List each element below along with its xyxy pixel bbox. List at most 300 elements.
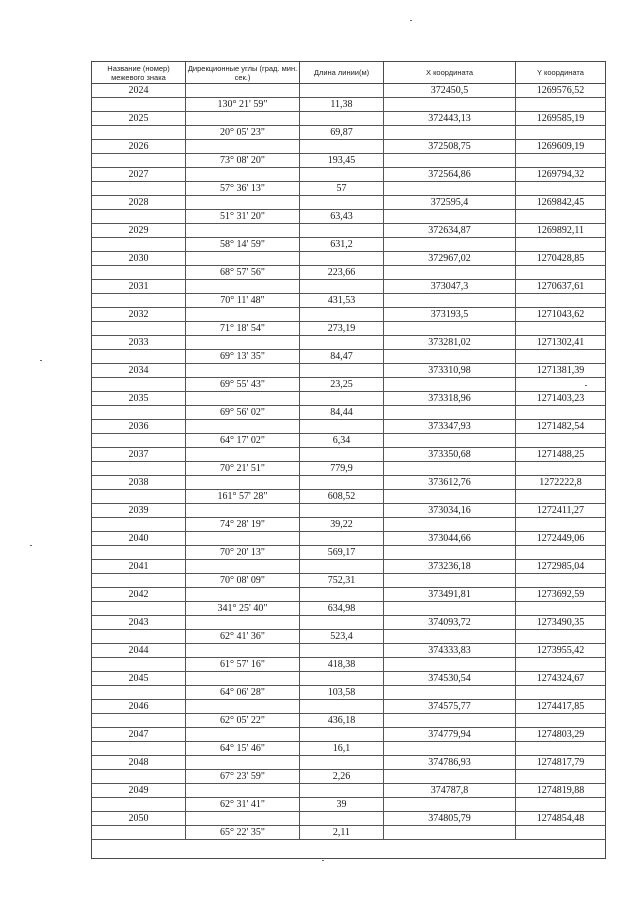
- cell-x: [384, 518, 516, 531]
- cell-length: 6,34: [300, 434, 384, 447]
- cell-mark-name: 2032: [92, 308, 186, 321]
- cell-mark-name: 2043: [92, 616, 186, 629]
- cell-x: 372450,5: [384, 84, 516, 97]
- cell-y: 1271302,41: [536, 337, 585, 348]
- cell-x: [384, 126, 516, 139]
- cell-angle: 58° 14' 59": [186, 238, 300, 251]
- cell-angle: 62° 05' 22": [186, 714, 300, 727]
- table-body: [92, 84, 605, 858]
- cell-angle: 341° 25' 40": [186, 602, 300, 615]
- cell-y: 1269892,11: [536, 225, 585, 236]
- cell-y: 1271488,25: [536, 449, 585, 460]
- cell-y: [516, 266, 605, 279]
- cell-y: 1269842,45: [536, 197, 585, 208]
- cell-x: 373047,3: [384, 280, 516, 293]
- cell-mark-name: [92, 126, 186, 139]
- cell-angle: [186, 364, 300, 377]
- table-row-segment: [92, 826, 605, 840]
- cell-y: 1270428,85: [536, 253, 585, 264]
- table-row-segment: [92, 574, 605, 588]
- cell-mark-name: 2034: [92, 364, 186, 377]
- cell-y: [516, 98, 605, 111]
- cell-length: [300, 280, 384, 293]
- table-row-mark: [92, 336, 605, 350]
- table-row-mark: [92, 504, 605, 518]
- cell-length: 193,45: [300, 154, 384, 167]
- cell-angle: [186, 476, 300, 489]
- cell-x: [384, 210, 516, 223]
- cell-length: 608,52: [300, 490, 384, 503]
- cell-y: 1274817,79: [536, 757, 585, 768]
- cell-y: [516, 126, 605, 139]
- cell-x: 372595,4: [384, 196, 516, 209]
- cell-angle: [186, 784, 300, 797]
- cell-mark-name: [92, 154, 186, 167]
- table-row-mark: [92, 140, 605, 154]
- cell-mark-name: [92, 462, 186, 475]
- cell-length: [300, 84, 384, 97]
- cell-x: [384, 322, 516, 335]
- table-row-segment: [92, 350, 605, 364]
- cell-angle: 65° 22' 35": [186, 826, 300, 839]
- cell-length: [300, 420, 384, 433]
- cell-y: [516, 546, 605, 559]
- cell-x: 374786,93: [384, 756, 516, 769]
- header-mark-name: Название (номер) межевого знака: [92, 62, 186, 83]
- cell-mark-name: [92, 322, 186, 335]
- cell-x: 374779,94: [384, 728, 516, 741]
- cell-angle: [186, 616, 300, 629]
- cell-x: 373034,16: [384, 504, 516, 517]
- cell-mark-name: [92, 714, 186, 727]
- table-row-mark: [92, 84, 605, 98]
- cell-mark-name: [92, 294, 186, 307]
- cell-length: [300, 588, 384, 601]
- table-row-segment: [92, 714, 605, 728]
- cell-x: 374093,72: [384, 616, 516, 629]
- cell-y: 1271482,54: [536, 421, 585, 432]
- cell-x: 372967,02: [384, 252, 516, 265]
- cell-angle: 64° 17' 02": [186, 434, 300, 447]
- cell-x: 373612,76: [384, 476, 516, 489]
- cell-length: [300, 560, 384, 573]
- cell-angle: [186, 756, 300, 769]
- cell-length: [300, 504, 384, 517]
- cell-y: [516, 770, 605, 783]
- cell-angle: 70° 20' 13": [186, 546, 300, 559]
- cell-y: [516, 686, 605, 699]
- cell-x: 373193,5: [384, 308, 516, 321]
- cell-length: [300, 336, 384, 349]
- cell-y: 1274819,88: [536, 785, 585, 796]
- cell-x: 373310,98: [384, 364, 516, 377]
- cell-length: [300, 252, 384, 265]
- cell-y: 1274417,85: [536, 701, 585, 712]
- table-row-segment: [92, 378, 605, 392]
- cell-angle: 64° 06' 28": [186, 686, 300, 699]
- cell-angle: [186, 812, 300, 825]
- table-row-segment: [92, 98, 605, 112]
- table-row-segment: [92, 602, 605, 616]
- table-row-segment: [92, 294, 605, 308]
- cell-angle: 69° 55' 43": [186, 378, 300, 391]
- cell-length: 752,31: [300, 574, 384, 587]
- table-row-segment: [92, 742, 605, 756]
- cell-y: [516, 826, 605, 839]
- table-row-mark: [92, 280, 605, 294]
- cell-length: [300, 364, 384, 377]
- cell-angle: 161° 57' 28": [186, 490, 300, 503]
- cell-length: 39: [300, 798, 384, 811]
- cell-length: [300, 196, 384, 209]
- table-header: [92, 62, 605, 84]
- cell-y: [516, 322, 605, 335]
- cell-length: [300, 756, 384, 769]
- cell-angle: [186, 224, 300, 237]
- cell-y: 1271043,62: [536, 309, 585, 320]
- cell-length: [300, 168, 384, 181]
- cell-mark-name: [92, 742, 186, 755]
- cell-mark-name: [92, 350, 186, 363]
- cell-x: [384, 266, 516, 279]
- cell-angle: [186, 392, 300, 405]
- cell-mark-name: 2040: [92, 532, 186, 545]
- cell-x: 374575,77: [384, 700, 516, 713]
- table-row-segment: [92, 154, 605, 168]
- cell-x: [384, 686, 516, 699]
- cell-angle: 74° 28' 19": [186, 518, 300, 531]
- cell-mark-name: 2039: [92, 504, 186, 517]
- cell-length: [300, 700, 384, 713]
- cell-x: 372508,75: [384, 140, 516, 153]
- cell-angle: 62° 41' 36": [186, 630, 300, 643]
- cell-length: 431,53: [300, 294, 384, 307]
- cell-length: 273,19: [300, 322, 384, 335]
- table-row-mark: [92, 196, 605, 210]
- cell-x: [384, 798, 516, 811]
- cell-y: 1272411,27: [536, 505, 585, 516]
- cell-length: 2,26: [300, 770, 384, 783]
- cell-x: [384, 406, 516, 419]
- cell-mark-name: 2041: [92, 560, 186, 573]
- cell-length: 223,66: [300, 266, 384, 279]
- cell-angle: [186, 504, 300, 517]
- cell-angle: [186, 532, 300, 545]
- cell-y: [516, 406, 605, 419]
- cell-length: [300, 644, 384, 657]
- table-row-segment: [92, 546, 605, 560]
- cell-angle: 130° 21' 59": [186, 98, 300, 111]
- cell-y: 1274803,29: [536, 729, 585, 740]
- cell-x: [384, 294, 516, 307]
- table-row-segment: [92, 238, 605, 252]
- cell-y: 1272449,06: [536, 533, 585, 544]
- cell-angle: 62° 31' 41": [186, 798, 300, 811]
- cell-y: 1273692,59: [536, 589, 585, 600]
- cell-mark-name: 2048: [92, 756, 186, 769]
- cell-angle: [186, 196, 300, 209]
- cell-mark-name: 2027: [92, 168, 186, 181]
- cell-angle: [186, 84, 300, 97]
- table-row-mark: [92, 728, 605, 742]
- header-x-coordinate: X координата: [384, 62, 516, 83]
- cell-mark-name: [92, 434, 186, 447]
- table-row-segment: [92, 798, 605, 812]
- cell-mark-name: 2042: [92, 588, 186, 601]
- scan-speck: [40, 360, 42, 361]
- cell-length: 11,38: [300, 98, 384, 111]
- cell-length: [300, 308, 384, 321]
- cell-x: [384, 658, 516, 671]
- cell-x: 374805,79: [384, 812, 516, 825]
- cell-length: 84,47: [300, 350, 384, 363]
- cell-angle: [186, 700, 300, 713]
- cell-y: [516, 294, 605, 307]
- table-row-mark: [92, 476, 605, 490]
- cell-length: 57: [300, 182, 384, 195]
- cell-angle: [186, 672, 300, 685]
- cell-angle: [186, 644, 300, 657]
- cell-x: 373350,68: [384, 448, 516, 461]
- cell-angle: [186, 252, 300, 265]
- cell-mark-name: 2044: [92, 644, 186, 657]
- table-row-segment: [92, 434, 605, 448]
- cell-mark-name: [92, 210, 186, 223]
- cell-mark-name: [92, 182, 186, 195]
- cell-x: [384, 434, 516, 447]
- cell-length: 103,58: [300, 686, 384, 699]
- cell-x: [384, 602, 516, 615]
- table-row-segment: [92, 490, 605, 504]
- table-row-mark: [92, 756, 605, 770]
- cell-y: 1269609,19: [536, 141, 585, 152]
- cell-length: 63,43: [300, 210, 384, 223]
- cell-x: [384, 546, 516, 559]
- table-row-segment: [92, 266, 605, 280]
- cell-mark-name: [92, 826, 186, 839]
- cell-x: [384, 630, 516, 643]
- cell-mark-name: 2025: [92, 112, 186, 125]
- cell-y: 1271403,23: [536, 393, 585, 404]
- cell-length: [300, 112, 384, 125]
- table-row-mark: [92, 392, 605, 406]
- cell-x: [384, 462, 516, 475]
- cell-x: 374787,8: [384, 784, 516, 797]
- cell-length: 418,38: [300, 658, 384, 671]
- table-row-segment: [92, 686, 605, 700]
- cell-x: [384, 154, 516, 167]
- cell-angle: 73° 08' 20": [186, 154, 300, 167]
- cell-mark-name: 2050: [92, 812, 186, 825]
- cell-angle: 70° 21' 51": [186, 462, 300, 475]
- cell-mark-name: 2036: [92, 420, 186, 433]
- cell-mark-name: [92, 630, 186, 643]
- table-row-mark: [92, 644, 605, 658]
- cell-mark-name: 2037: [92, 448, 186, 461]
- cell-length: 569,17: [300, 546, 384, 559]
- cell-angle: 51° 31' 20": [186, 210, 300, 223]
- cell-angle: [186, 168, 300, 181]
- cell-y: [516, 154, 605, 167]
- cell-length: [300, 140, 384, 153]
- cell-mark-name: [92, 490, 186, 503]
- cell-angle: [186, 140, 300, 153]
- cell-y: [516, 658, 605, 671]
- cell-angle: [186, 448, 300, 461]
- table-row-mark: [92, 420, 605, 434]
- table-row-segment: [92, 630, 605, 644]
- cell-x: 374333,83: [384, 644, 516, 657]
- cell-length: [300, 532, 384, 545]
- cell-length: [300, 392, 384, 405]
- cell-length: 16,1: [300, 742, 384, 755]
- table-row-mark: [92, 672, 605, 686]
- cell-y: 1271381,39: [536, 365, 585, 376]
- cell-mark-name: 2029: [92, 224, 186, 237]
- table-row-segment: [92, 770, 605, 784]
- cell-angle: 61° 57' 16": [186, 658, 300, 671]
- cell-length: 523,4: [300, 630, 384, 643]
- cell-x: 373491,81: [384, 588, 516, 601]
- cell-y: [516, 350, 605, 363]
- cell-mark-name: [92, 574, 186, 587]
- cell-angle: 69° 56' 02": [186, 406, 300, 419]
- table-row-mark: [92, 364, 605, 378]
- cell-x: [384, 742, 516, 755]
- header-line-length: Длина линии(м): [300, 62, 384, 83]
- cell-angle: 67° 23' 59": [186, 770, 300, 783]
- cell-mark-name: 2038: [92, 476, 186, 489]
- cell-x: 372443,13: [384, 112, 516, 125]
- cell-angle: 70° 08' 09": [186, 574, 300, 587]
- cell-angle: 20° 05' 23": [186, 126, 300, 139]
- cell-x: [384, 826, 516, 839]
- cell-length: 84,44: [300, 406, 384, 419]
- cell-x: 373318,96: [384, 392, 516, 405]
- cell-length: [300, 728, 384, 741]
- table-row-segment: [92, 518, 605, 532]
- cell-y: [516, 462, 605, 475]
- table-row-mark: [92, 784, 605, 798]
- cell-y: 1270637,61: [536, 281, 585, 292]
- cell-y: [516, 798, 605, 811]
- cell-mark-name: 2024: [92, 84, 186, 97]
- cell-length: 436,18: [300, 714, 384, 727]
- table-row-mark: [92, 700, 605, 714]
- cell-y: [516, 238, 605, 251]
- cell-x: [384, 350, 516, 363]
- cell-y: 1269585,19: [536, 113, 585, 124]
- cell-length: [300, 812, 384, 825]
- cell-length: 779,9: [300, 462, 384, 475]
- cell-x: 374530,54: [384, 672, 516, 685]
- cell-x: [384, 490, 516, 503]
- cell-y: [516, 518, 605, 531]
- table-row-segment: [92, 210, 605, 224]
- cell-y: [516, 574, 605, 587]
- table-row-mark: [92, 812, 605, 826]
- table-row-mark: [92, 308, 605, 322]
- cell-y: 1273955,42: [536, 645, 585, 656]
- cell-mark-name: [92, 406, 186, 419]
- header-y-coordinate: Y координата: [537, 68, 584, 77]
- cell-y: 1272222,8: [539, 477, 582, 488]
- cell-x: 373347,93: [384, 420, 516, 433]
- cell-angle: [186, 420, 300, 433]
- cell-mark-name: 2049: [92, 784, 186, 797]
- cell-length: [300, 476, 384, 489]
- cell-y: [516, 630, 605, 643]
- cell-y: 1269576,52: [536, 85, 585, 96]
- cell-mark-name: [92, 518, 186, 531]
- cell-y: [516, 602, 605, 615]
- cell-x: 373044,66: [384, 532, 516, 545]
- cell-mark-name: 2031: [92, 280, 186, 293]
- table-row-mark: [92, 252, 605, 266]
- cell-mark-name: [92, 658, 186, 671]
- cell-mark-name: 2028: [92, 196, 186, 209]
- cell-angle: 57° 36' 13": [186, 182, 300, 195]
- header-directional-angles: Дирекционные углы (град. мин. сек.): [186, 62, 300, 83]
- cell-length: 69,87: [300, 126, 384, 139]
- scan-speck: [585, 385, 587, 386]
- table-row-mark: [92, 616, 605, 630]
- cell-y: [516, 210, 605, 223]
- cell-angle: [186, 728, 300, 741]
- cell-x: [384, 714, 516, 727]
- cell-mark-name: 2030: [92, 252, 186, 265]
- table-row-mark: [92, 168, 605, 182]
- cell-angle: 68° 57' 56": [186, 266, 300, 279]
- cell-y: 1273490,35: [536, 617, 585, 628]
- cell-mark-name: [92, 546, 186, 559]
- cell-y: [516, 434, 605, 447]
- cell-mark-name: [92, 686, 186, 699]
- cell-y: 1269794,32: [536, 169, 585, 180]
- cell-mark-name: 2035: [92, 392, 186, 405]
- cell-angle: 69° 13' 35": [186, 350, 300, 363]
- scan-speck: [30, 545, 32, 546]
- cell-angle: 71° 18' 54": [186, 322, 300, 335]
- cell-angle: [186, 588, 300, 601]
- table-row-mark: [92, 224, 605, 238]
- table-row-mark: [92, 560, 605, 574]
- cell-angle: [186, 112, 300, 125]
- cell-mark-name: [92, 98, 186, 111]
- cell-mark-name: 2033: [92, 336, 186, 349]
- scan-speck: [410, 20, 412, 21]
- cell-angle: 64° 15' 46": [186, 742, 300, 755]
- cell-mark-name: 2047: [92, 728, 186, 741]
- table-row-segment: [92, 182, 605, 196]
- table-row-segment: [92, 126, 605, 140]
- cell-x: [384, 574, 516, 587]
- cell-x: 372634,87: [384, 224, 516, 237]
- table-row-mark: [92, 112, 605, 126]
- cell-angle: [186, 280, 300, 293]
- cell-angle: [186, 308, 300, 321]
- cell-length: 634,98: [300, 602, 384, 615]
- cell-y: 1274324,67: [536, 673, 585, 684]
- cell-length: [300, 616, 384, 629]
- cell-mark-name: [92, 238, 186, 251]
- table-row-mark: [92, 448, 605, 462]
- table-row-segment: [92, 462, 605, 476]
- table-row-segment: [92, 658, 605, 672]
- cell-y: [516, 182, 605, 195]
- cell-angle: [186, 336, 300, 349]
- cell-y: [516, 742, 605, 755]
